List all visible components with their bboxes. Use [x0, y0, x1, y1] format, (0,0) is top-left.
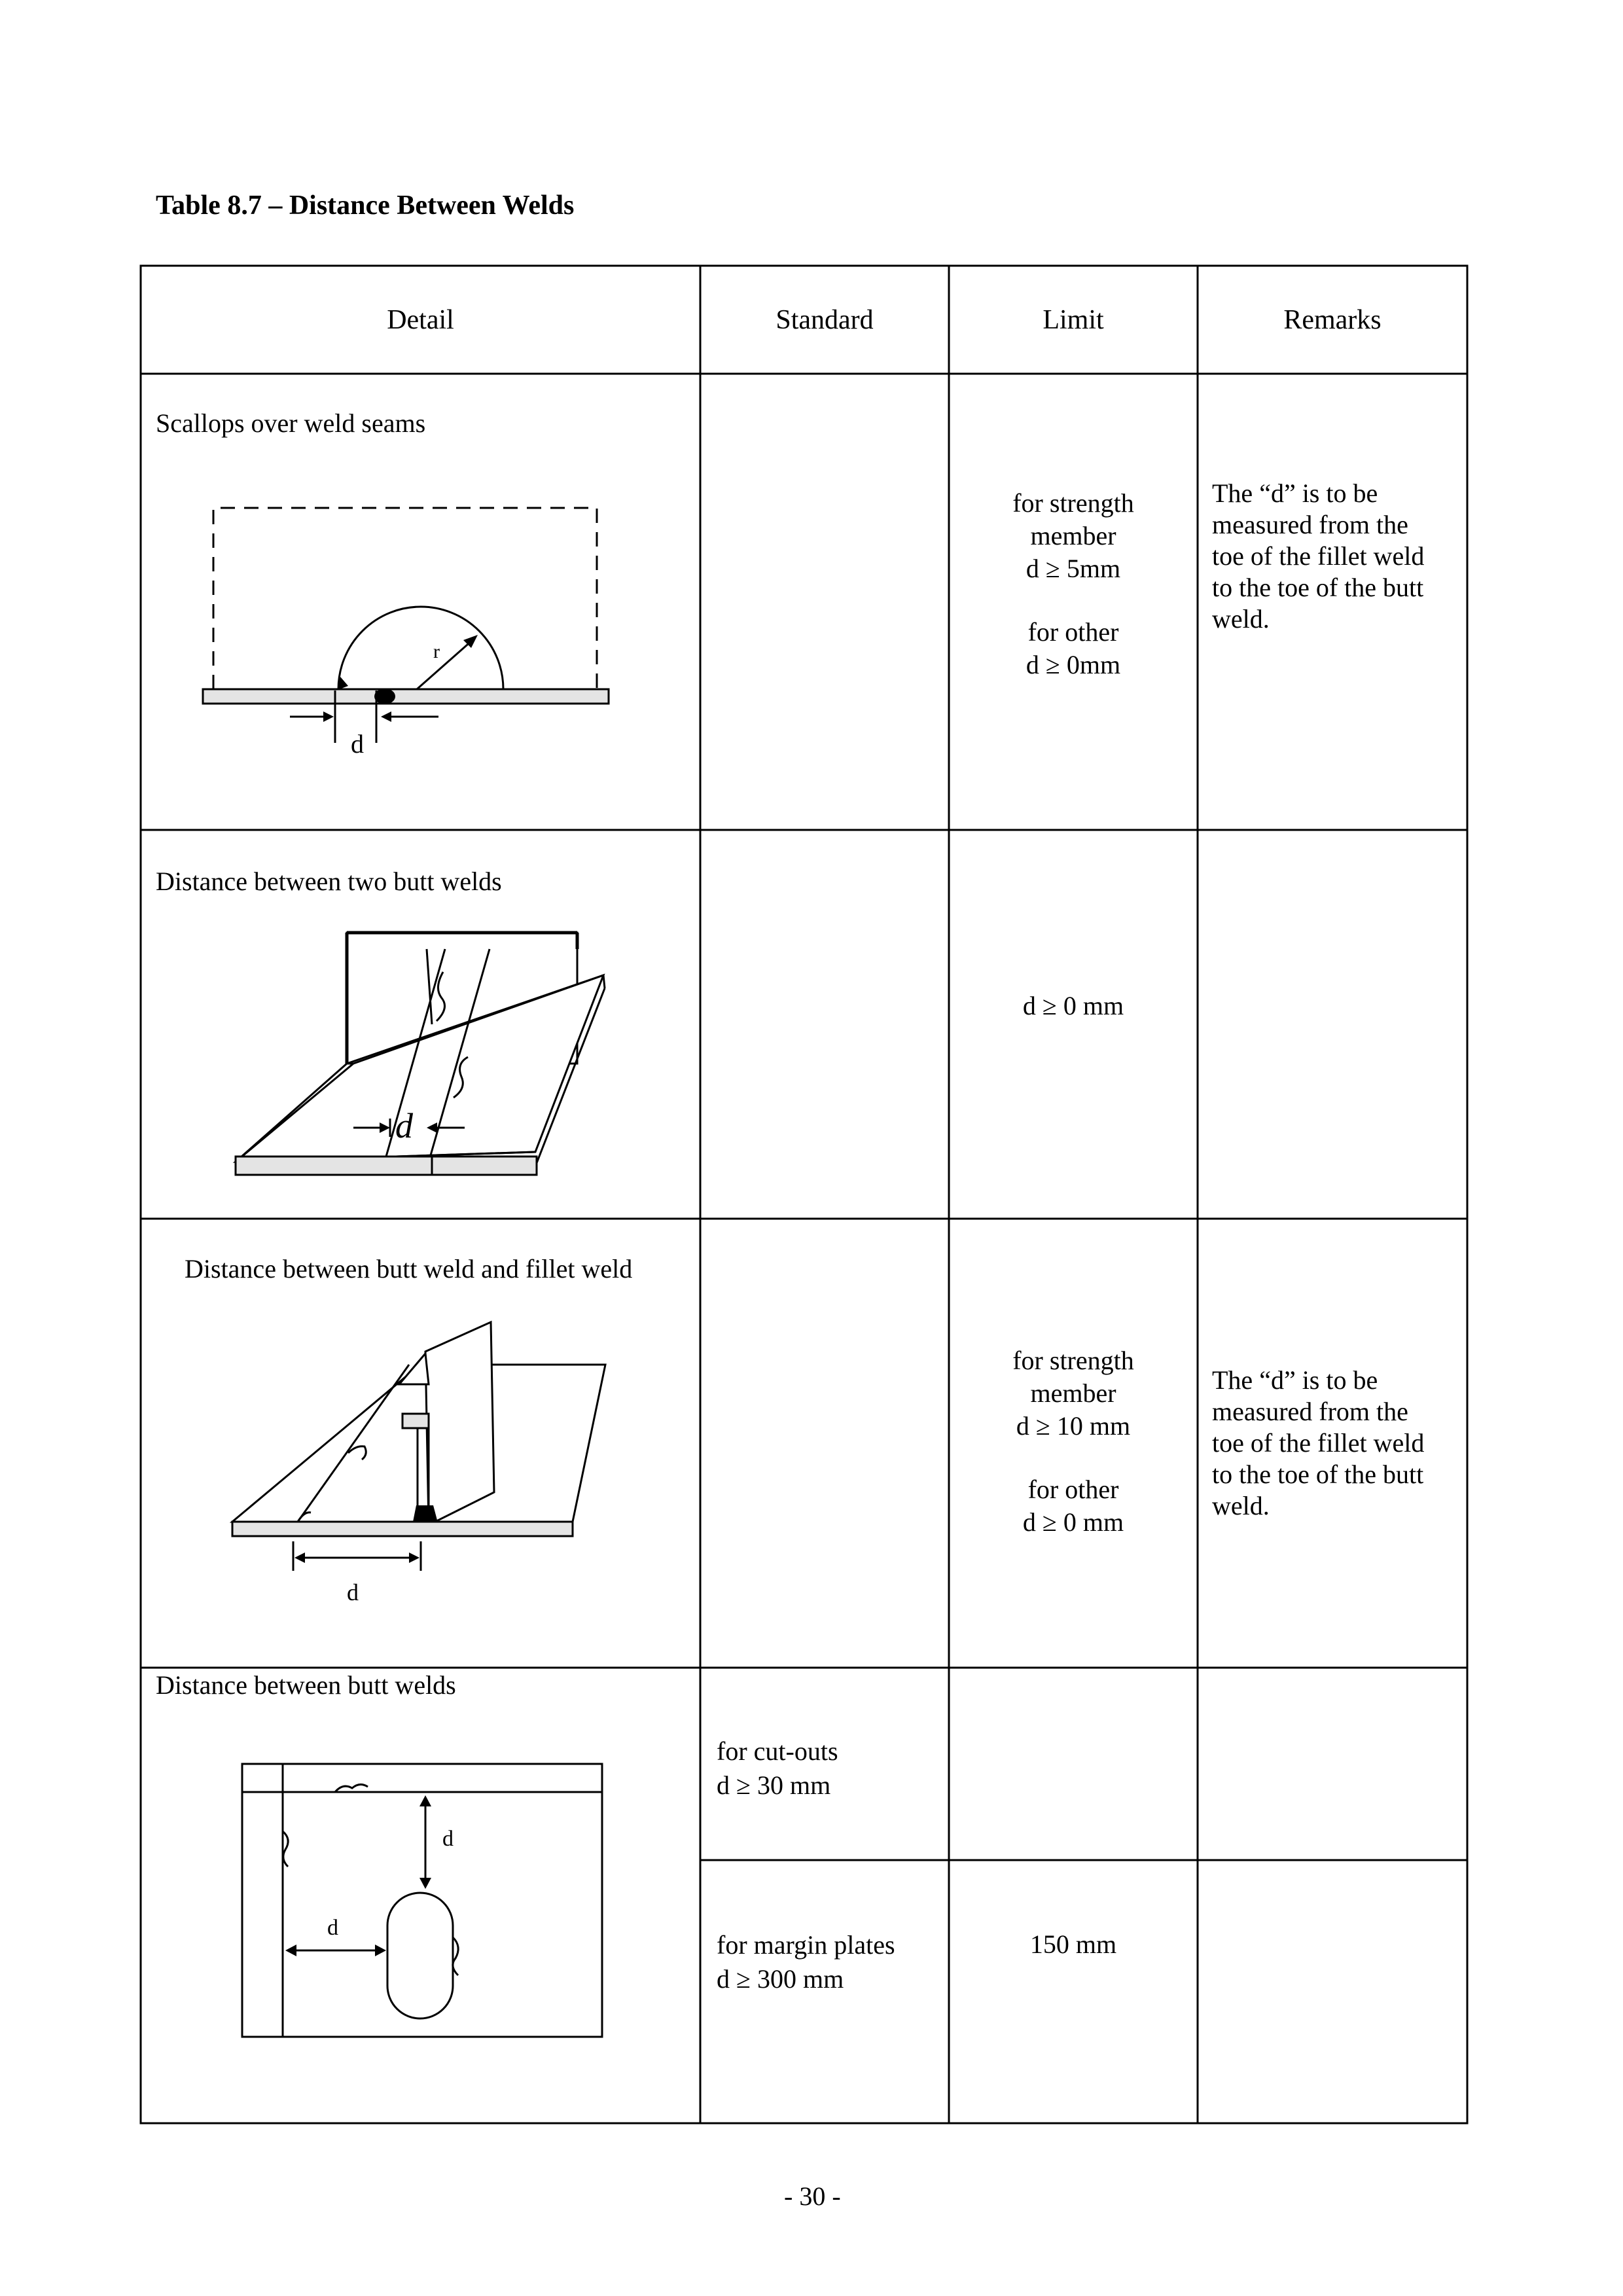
label-r: r	[433, 641, 440, 662]
label-d-top: d	[442, 1827, 454, 1851]
label-d: d	[347, 1579, 359, 1605]
row4-standard-cutouts: for cut-outs d ≥ 30 mm	[717, 1736, 838, 1800]
header-limit: Limit	[1043, 305, 1104, 335]
row3-limit: for strength member d ≥ 10 mm for other d ≥ 0 mm	[1012, 1346, 1134, 1537]
cutout-figure	[236, 1754, 609, 2049]
page-number: - 30 -	[784, 2181, 841, 2211]
header-remarks: Remarks	[1283, 305, 1382, 335]
butt-welds-figure	[223, 920, 615, 1194]
label-d: d	[351, 729, 364, 759]
row3-remarks: The “d” is to be measured from the toe of the fillet weld to the toe of the butt weld.	[1212, 1365, 1425, 1520]
header-standard: Standard	[776, 305, 874, 335]
row4-limit-margin: 150 mm	[1029, 1929, 1117, 1959]
header-detail: Detail	[387, 305, 454, 335]
scallop-figure	[196, 491, 615, 766]
row1-remarks: The “d” is to be measured from the toe of the fillet weld to the toe of the butt weld.	[1212, 478, 1425, 634]
row2-detail: Distance between two butt welds	[156, 867, 502, 896]
row2-limit: d ≥ 0 mm	[1022, 991, 1124, 1020]
row4-standard-margin: for margin plates d ≥ 300 mm	[717, 1930, 895, 1994]
butt-fillet-figure	[223, 1309, 615, 1617]
row1-limit: for strength member d ≥ 5mm for other d ≥ 0mm	[1012, 488, 1134, 679]
row3-detail: Distance between butt weld and fillet weld	[185, 1254, 633, 1283]
row1-detail: Scallops over weld seams	[156, 408, 426, 438]
row4-detail: Distance between butt welds	[156, 1670, 456, 1700]
label-d: d	[395, 1106, 413, 1145]
label-d-left: d	[327, 1916, 338, 1940]
table-title: Table 8.7 – Distance Between Welds	[156, 190, 575, 221]
